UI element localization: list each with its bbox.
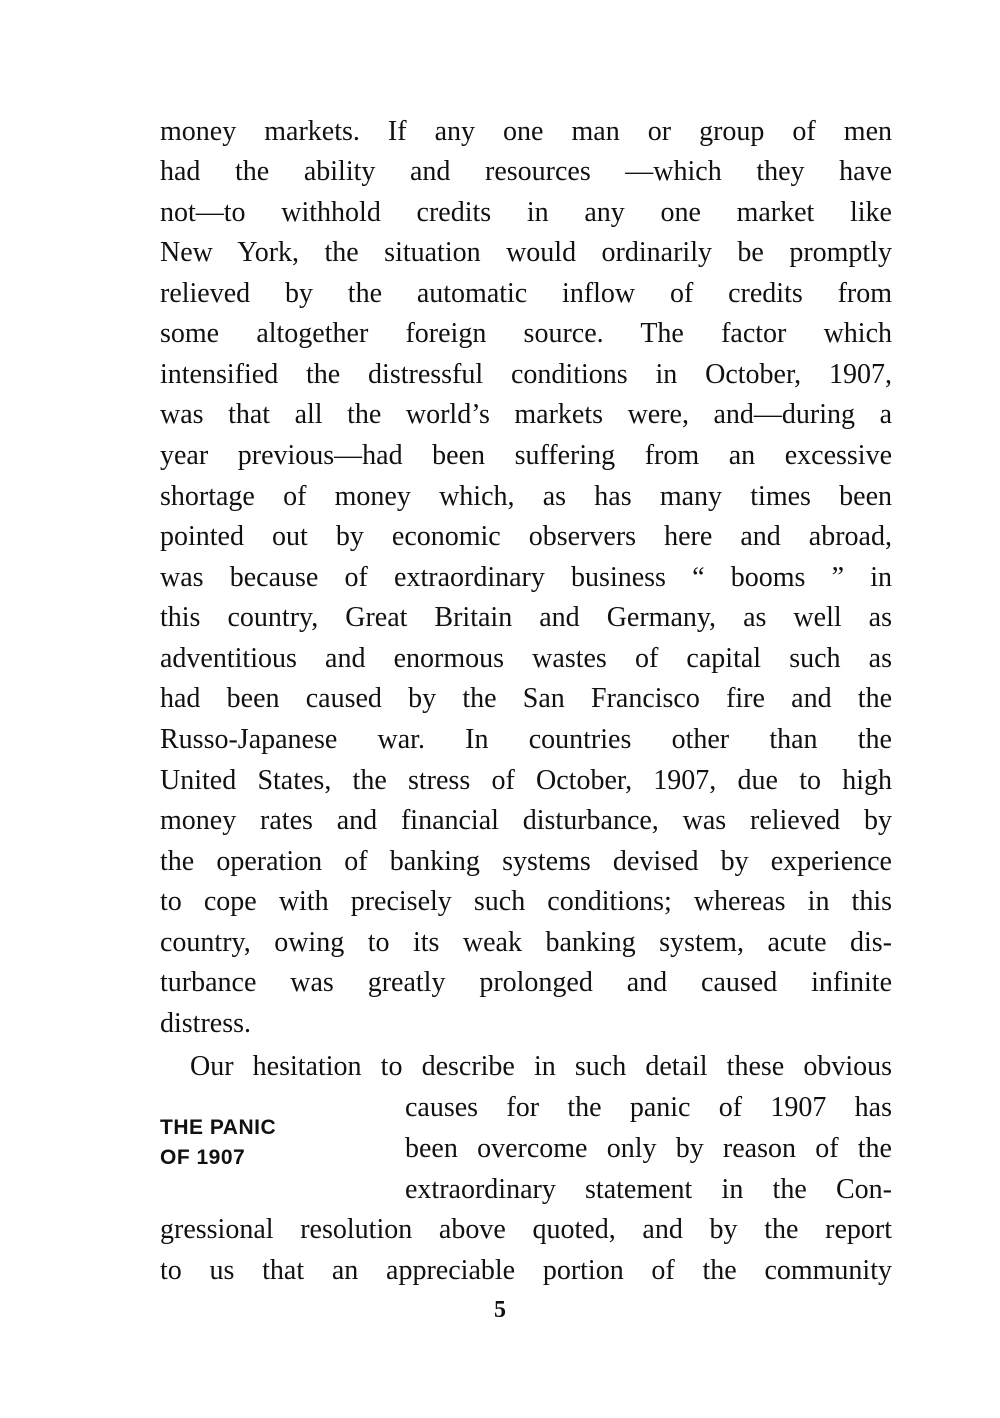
- text-line: had been caused by the San Francisco fire and the: [160, 683, 892, 714]
- text-line: year previous—had been suffering from an excessive: [160, 440, 892, 471]
- text-line: not—to withhold credits in any one market like: [160, 197, 892, 228]
- text-line: to us that an appreciable portion of the community: [160, 1255, 892, 1286]
- text-line: intensified the distressful conditions in October, 1907,: [160, 359, 892, 390]
- text-line: country, owing to its weak banking system, acute dis-: [160, 927, 892, 958]
- margin-heading-line: OF 1907: [160, 1146, 246, 1169]
- text-line: had the ability and resources —which they have: [160, 156, 892, 187]
- text-line: adventitious and enormous wastes of capital such as: [160, 643, 892, 674]
- text-line: was that all the world’s markets were, and—during a: [160, 399, 892, 430]
- text-line: causes for the panic of 1907 has: [405, 1092, 892, 1123]
- text-line: some altogether foreign source. The factor which: [160, 318, 892, 349]
- text-line: New York, the situation would ordinarily be promptly: [160, 237, 892, 268]
- text-line: shortage of money which, as has many times been: [160, 481, 892, 512]
- text-line: turbance was greatly prolonged and caused infinite: [160, 967, 892, 998]
- margin-heading-line: THE PANIC: [160, 1116, 277, 1139]
- text-line: relieved by the automatic inflow of credits from: [160, 278, 892, 309]
- text-line: to cope with precisely such conditions; whereas in this: [160, 886, 892, 917]
- page-number: 5: [494, 1297, 506, 1323]
- text-line: pointed out by economic observers here and abroad,: [160, 521, 892, 552]
- text-line: extraordinary statement in the Con-: [405, 1174, 892, 1205]
- text-line: this country, Great Britain and Germany, as well as: [160, 602, 892, 633]
- text-line: the operation of banking systems devised by experience: [160, 846, 892, 877]
- text-line: was because of extraordinary business “ booms ” in: [160, 562, 892, 593]
- text-line: gressional resolution above quoted, and by the report: [160, 1214, 892, 1245]
- text-line: Russo-Japanese war. In countries other than the: [160, 724, 892, 755]
- text-line: money markets. If any one man or group of men: [160, 116, 892, 147]
- text-line: distress.: [160, 1008, 251, 1039]
- text-line: United States, the stress of October, 1907, due to high: [160, 765, 892, 796]
- margin-heading: [160, 1113, 276, 1173]
- text-line: been overcome only by reason of the: [405, 1133, 892, 1164]
- text-line: money rates and financial disturbance, was relieved by: [160, 805, 892, 836]
- paragraph-first-line: Our hesitation to describe in such detail these obvious: [190, 1051, 892, 1082]
